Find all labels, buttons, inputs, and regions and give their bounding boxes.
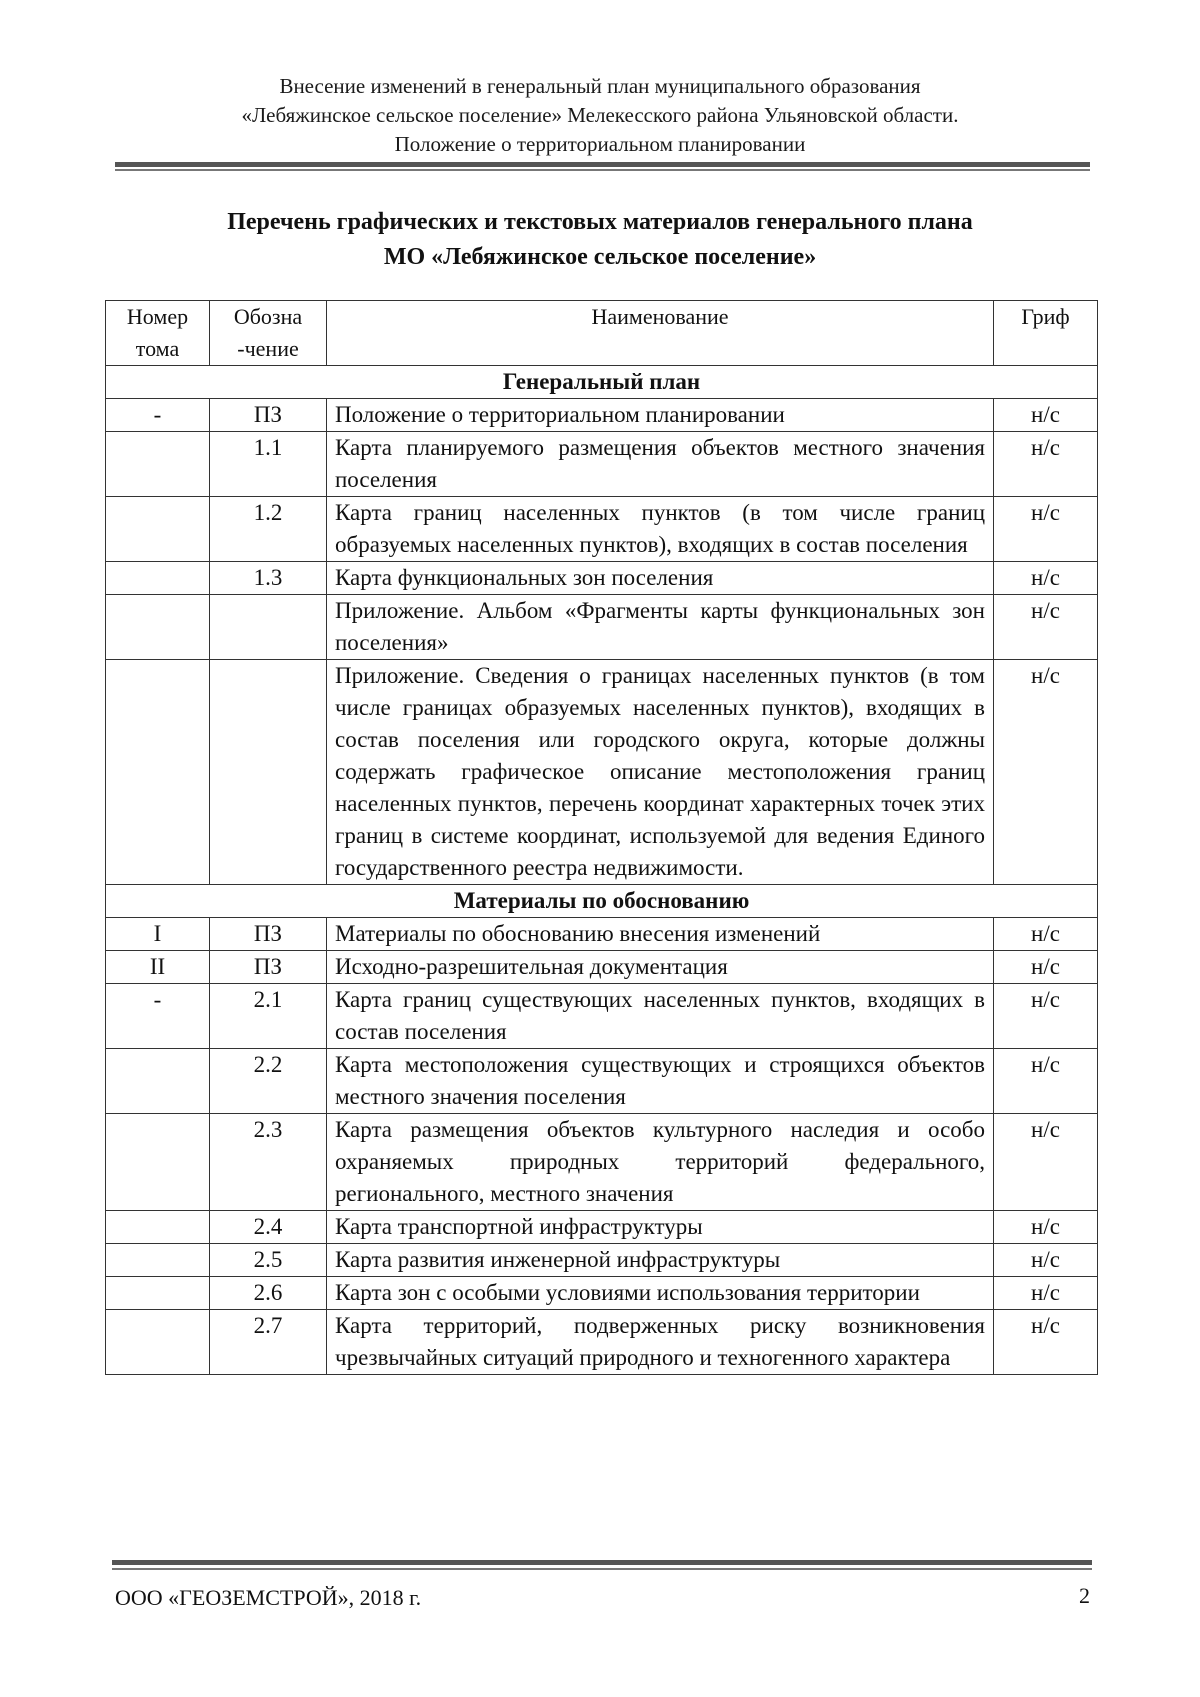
header-line-1: Внесение изменений в генеральный план муниципального образования	[279, 74, 921, 98]
table-row: 2.3 Карта размещения объектов культурного наследия и особо охраняемых природных территорий федерального, регионального, местного значения н/с	[106, 1114, 1098, 1211]
table-row: 2.7 Карта территорий, подверженных риску возникновения чрезвычайных ситуаций природного и техногенного характера н/с	[106, 1310, 1098, 1375]
title-line-2: МО «Лебяжинское сельское поселение»	[383, 244, 817, 270]
document-title	[115, 205, 1085, 275]
title-line-1: Перечень графических и текстовых материалов генерального плана	[227, 209, 973, 235]
footer-company: ООО «ГЕОЗЕМСТРОЙ», 2018 г.	[115, 1585, 422, 1610]
table-row: 1.1 Карта планируемого размещения объектов местного значения поселения н/с	[106, 432, 1098, 497]
materials-table	[105, 300, 1098, 1375]
header-stamp: Гриф	[994, 301, 1098, 366]
table-row: II ПЗ Исходно-разрешительная документация н/с	[106, 951, 1098, 984]
header-designation: Обозна -чение	[210, 301, 327, 366]
section-row-general-plan: Генеральный план	[106, 366, 1098, 399]
header-rule-thick	[115, 162, 1090, 167]
header-line-2: «Лебяжинское сельское поселение» Мелекесского района Ульяновской области.	[241, 103, 959, 127]
table-row: Приложение. Сведения о границах населенных пунктов (в том числе границах образуемых населенных пунктов), входящих в состав поселения или городского округа, которые должны содержать графическое описание местоположения границ населенных пунктов, перечень координат характерных точек этих границ в системе координат, используемой для ведения Единого государственного реестра недвижимости. н/с	[106, 660, 1098, 885]
header-rule-thin	[115, 169, 1090, 171]
footer-rule-thick	[112, 1560, 1092, 1565]
page-number: 2	[1079, 1583, 1090, 1608]
table-row: 1.2 Карта границ населенных пунктов (в том числе границ образуемых населенных пунктов), входящих в состав поселения н/с	[106, 497, 1098, 562]
table-row: 1.3 Карта функциональных зон поселения н/с	[106, 562, 1098, 595]
table-row: I ПЗ Материалы по обоснованию внесения изменений н/с	[106, 918, 1098, 951]
footer-rule-thin	[112, 1568, 1092, 1570]
table-row: Приложение. Альбом «Фрагменты карты функциональных зон поселения» н/с	[106, 595, 1098, 660]
document-header	[115, 72, 1085, 159]
table-header-row	[106, 301, 1098, 366]
table-row: - ПЗ Положение о территориальном планировании н/с	[106, 399, 1098, 432]
table-row: 2.2 Карта местоположения существующих и строящихся объектов местного значения поселения н/с	[106, 1049, 1098, 1114]
header-name: Наименование	[327, 301, 994, 366]
table-row: 2.4 Карта транспортной инфраструктуры н/с	[106, 1211, 1098, 1244]
section-row-justification: Материалы по обоснованию	[106, 885, 1098, 918]
header-volume: Номер тома	[106, 301, 210, 366]
header-line-3: Положение о территориальном планировании	[394, 132, 806, 156]
table-row: 2.5 Карта развития инженерной инфраструктуры н/с	[106, 1244, 1098, 1277]
table-row: - 2.1 Карта границ существующих населенных пунктов, входящих в состав поселения н/с	[106, 984, 1098, 1049]
table-row: 2.6 Карта зон с особыми условиями использования территории н/с	[106, 1277, 1098, 1310]
